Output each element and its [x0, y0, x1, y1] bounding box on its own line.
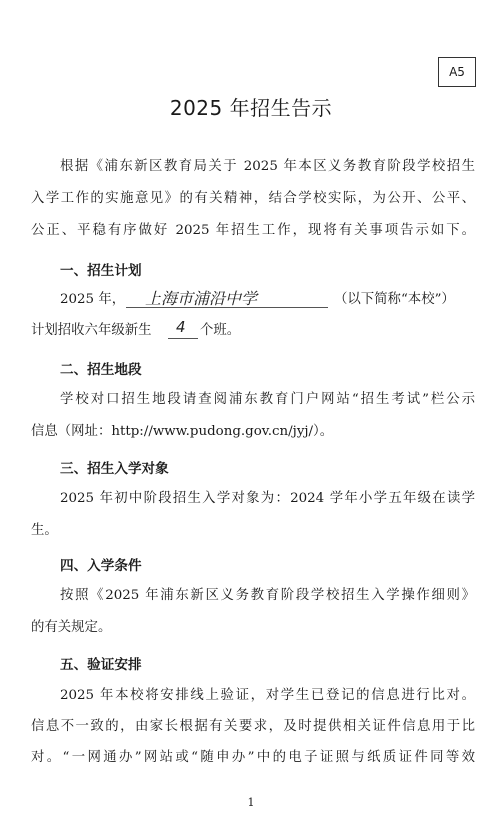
section-heading-verification: 五、验证安排	[60, 657, 142, 673]
plan-year-suffix: （以下简称“本校”）	[334, 292, 455, 307]
class-count-underline	[168, 337, 198, 339]
intro-line-2: 入学工作的实施意见》的有关精神，结合学校实际，为公开、公平、	[31, 191, 475, 206]
plan-class-prefix: 计划招收六年级新生	[31, 323, 152, 338]
area-line-1: 学校对口招生地段请查阅浦东教育门户网站“招生考试”栏公示	[60, 392, 475, 407]
section-heading-area: 二、招生地段	[60, 362, 142, 378]
verification-line-3: 对。“一网通办”网站或“随申办”中的电子证照与纸质证件同等效	[31, 750, 475, 765]
intro-line-1: 根据《浦东新区教育局关于 2025 年本区义务教育阶段学校招生	[60, 159, 475, 174]
section-heading-plan: 一、招生计划	[60, 263, 142, 279]
verification-line-1: 2025 年本校将安排线上验证，对学生已登记的信息进行比对。	[60, 688, 475, 703]
target-line-2: 生。	[31, 523, 58, 538]
page-number: 1	[247, 796, 255, 809]
conditions-line-1: 按照《2025 年浦东新区义务教育阶段学校招生入学操作细则》	[60, 588, 475, 603]
intro-line-3: 公正、平稳有序做好 2025 年招生工作，现将有关事项告示如下。	[31, 223, 475, 238]
target-line-1: 2025 年初中阶段招生入学对象为：2024 学年小学五年级在读学	[60, 491, 475, 506]
verification-line-2: 信息不一致的，由家长根据有关要求，及时提供相关证件信息用于比	[31, 719, 475, 734]
document-tag: A5	[438, 57, 476, 87]
plan-year-prefix: 2025 年，	[60, 292, 126, 307]
area-line-2: 信息（网址：http://www.pudong.gov.cn/jyj/）。	[31, 424, 334, 439]
plan-class-suffix: 个班。	[200, 323, 241, 338]
section-heading-conditions: 四、入学条件	[60, 558, 142, 574]
school-name-handwritten: 上海市浦沿中学	[145, 289, 258, 308]
page-title: 2025 年招生告示	[169, 96, 333, 120]
class-count-handwritten: 4	[176, 318, 186, 336]
section-heading-target: 三、招生入学对象	[60, 461, 169, 477]
conditions-line-2: 的有关规定。	[31, 620, 112, 635]
